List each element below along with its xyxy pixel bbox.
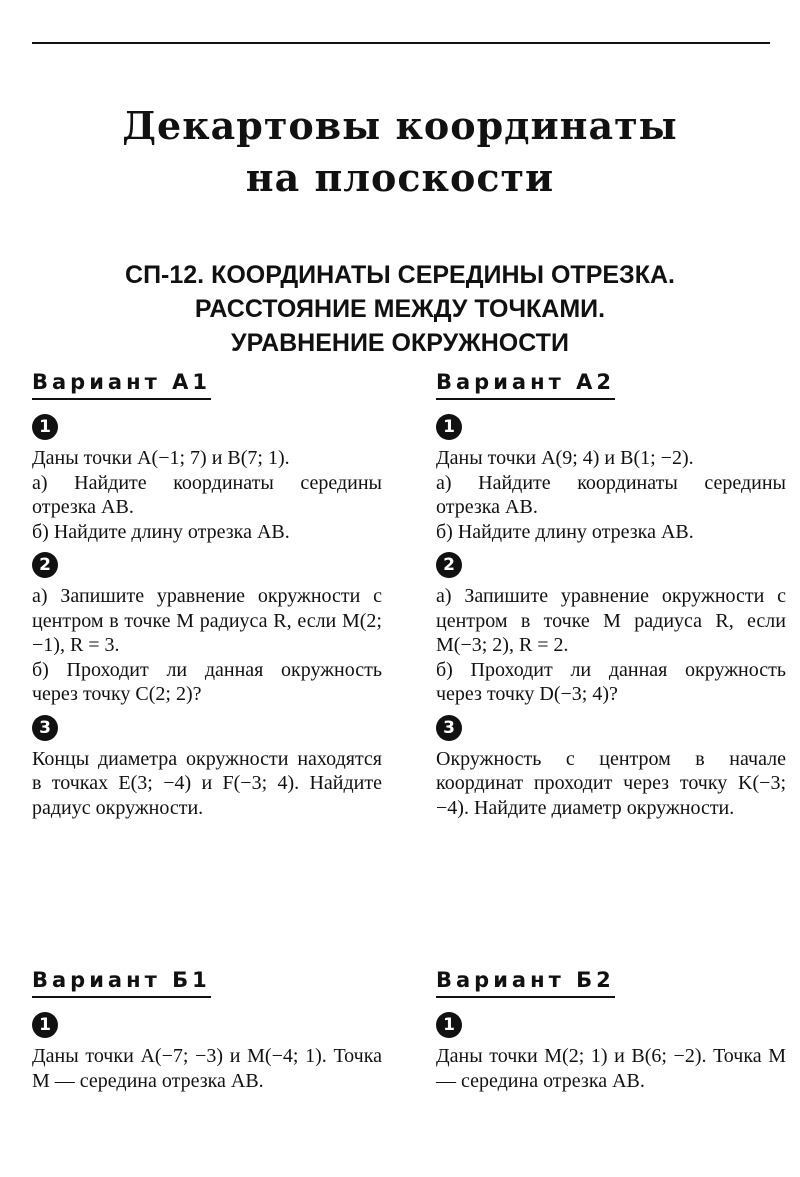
task-text: Концы диаметра окружности находятся в точках E(3; −4) и F(−3; 4). Найдите радиус окружности. [32, 747, 382, 819]
task-1 [436, 406, 786, 544]
task-text: Даны точки A(9; 4) и B(1; −2). [436, 447, 694, 469]
variant-b1-heading: Вариант Б1 [32, 968, 211, 998]
task-number-badge: 3 [436, 715, 462, 741]
top-rule [32, 42, 770, 44]
task-text: Окружность с центром в начале координат проходит через точку K(−3; −4). Найдите диаметр окружности. [436, 747, 786, 819]
task-text: а) Запишите уравнение окружности с центром в точке M радиуса R, если M(−3; 2), R = 2. [436, 585, 786, 656]
variant-b2 [436, 968, 786, 1093]
task-text: б) Найдите длину отрезка AB. [32, 520, 290, 543]
task-text: б) Проходит ли данная окружность через точку D(−3; 4)? [436, 658, 786, 705]
task-3 [436, 707, 786, 821]
variant-b1 [32, 968, 382, 1093]
page-title [0, 100, 800, 204]
task-number-badge: 2 [436, 552, 462, 578]
section-heading-line-2: РАССТОЯНИЕ МЕЖДУ ТОЧКАМИ. [194, 295, 606, 323]
task-2 [436, 544, 786, 707]
task-number-badge: 2 [32, 552, 58, 578]
variant-a2-heading: Вариант А2 [436, 370, 615, 400]
title-line-2: на плоскости [245, 155, 555, 200]
task-number-badge: 3 [32, 715, 58, 741]
task-number-badge: 1 [436, 414, 462, 440]
section-heading [0, 258, 800, 360]
section-heading-line-3: УРАВНЕНИЕ ОКРУЖНОСТИ [231, 329, 569, 357]
task-text: Даны точки M(2; 1) и B(6; −2). Точка M — середина отрезка AB. [436, 1045, 786, 1092]
task-3 [32, 707, 382, 821]
task-number-badge: 1 [436, 1012, 462, 1038]
task-2 [32, 544, 382, 707]
variant-a1 [32, 370, 382, 820]
task-text: б) Проходит ли данная окружность через точку C(2; 2)? [32, 658, 382, 705]
task-text: б) Найдите длину отрезка AB. [436, 520, 694, 543]
variant-b2-heading: Вариант Б2 [436, 968, 615, 998]
variant-a1-heading: Вариант А1 [32, 370, 211, 400]
task-text: Даны точки A(−7; −3) и M(−4; 1). Точка M — середина отрезка AB. [32, 1045, 382, 1092]
task-text: а) Найдите координаты середины отрезка AB. [32, 471, 382, 518]
task-number-badge: 1 [32, 1012, 58, 1038]
task-text: Даны точки A(−1; 7) и B(7; 1). [32, 447, 290, 469]
task-text: а) Запишите уравнение окружности с центром в точке M радиуса R, если M(2; −1), R = 3. [32, 585, 382, 656]
task-1 [32, 406, 382, 544]
task-number-badge: 1 [32, 414, 58, 440]
task-text: а) Найдите координаты середины отрезка AB. [436, 471, 786, 518]
task-1 [436, 1004, 786, 1093]
title-line-1: Декартовы координаты [122, 103, 678, 148]
section-heading-line-1: СП-12. КООРДИНАТЫ СЕРЕДИНЫ ОТРЕЗКА. [125, 261, 675, 289]
variant-a2 [436, 370, 786, 820]
task-1 [32, 1004, 382, 1093]
